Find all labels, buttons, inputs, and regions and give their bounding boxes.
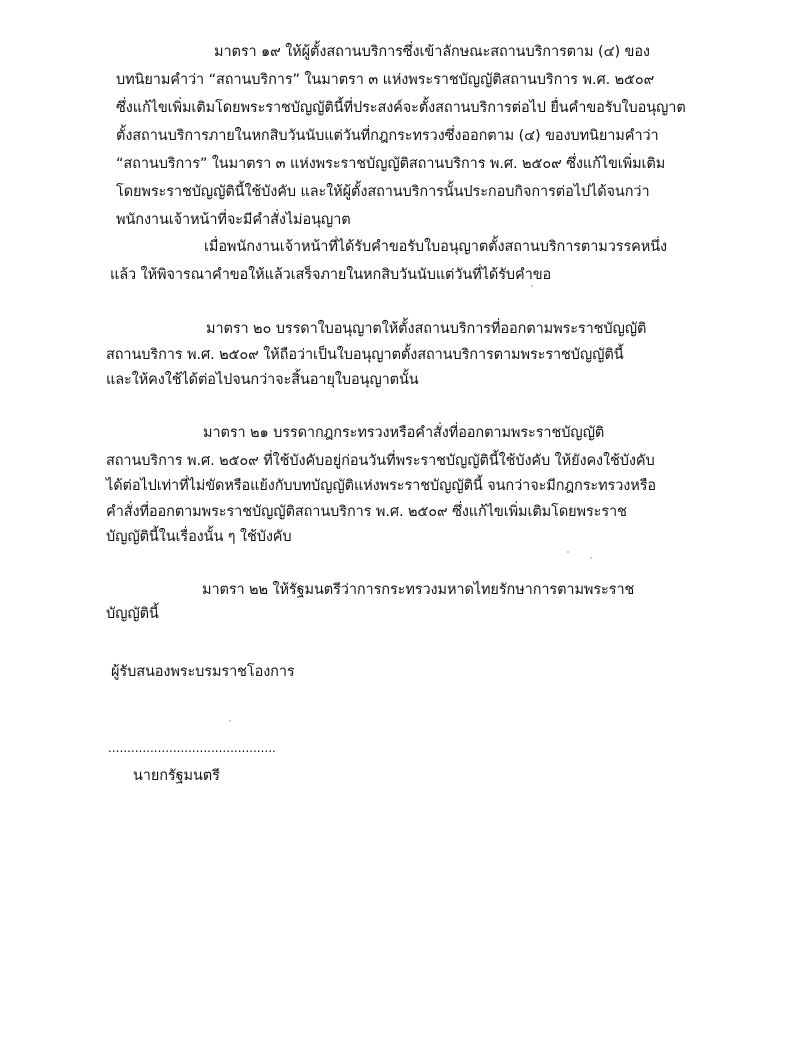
paragraph-line: แล้ว ให้พิจารณาคำขอให้แล้วเสร็จภายในหกสิบวันนับแต่วันที่ได้รับคำขอ <box>110 267 552 283</box>
signer-title: นายกรัฐมนตรี <box>133 768 220 784</box>
paragraph-line: พนักงานเจ้าหน้าที่จะมีคำสั่งไม่อนุญาต <box>116 212 351 228</box>
countersign-heading: ผู้รับสนองพระบรมราชโองการ <box>111 664 295 680</box>
paragraph-line: ได้ต่อไปเท่าที่ไม่ขัดหรือแย้งกับบทบัญญัติแห่งพระราชบัญญัตินี้ จนกว่าจะมีกฎกระทรวงหรือ <box>106 478 657 494</box>
paragraph-line: สถานบริการ พ.ศ. ๒๕๐๙ ที่ใช้บังคับอยู่ก่อนวันที่พระราชบัญญัตินี้ใช้บังคับ ให้ยังคงใช้บังคับ <box>106 453 655 469</box>
scan-speck <box>229 720 231 722</box>
signature-dotted-line: ............................................ <box>108 741 276 755</box>
paragraph-line: สถานบริการ พ.ศ. ๒๕๐๙ ให้ถือว่าเป็นใบอนุญาตตั้งสถานบริการตามพระราชบัญญัตินี้ <box>106 347 624 363</box>
paragraph-line: บัญญัตินี้ <box>106 606 159 622</box>
scan-speck <box>531 285 533 287</box>
paragraph-line: “สถานบริการ” ในมาตรา ๓ แห่งพระราชบัญญัติสถานบริการ พ.ศ. ๒๕๐๙ ซึ่งแก้ไขเพิ่มเติม <box>116 156 666 172</box>
paragraph-line: คำสั่งที่ออกตามพระราชบัญญัติสถานบริการ พ.ศ. ๒๕๐๙ ซึ่งแก้ไขเพิ่มเติมโดยพระราช <box>106 504 627 520</box>
paragraph-line: มาตรา ๑๙ ให้ผู้ตั้งสถานบริการซึ่งเข้าลักษณะสถานบริการตาม (๔) ของ <box>214 44 650 60</box>
paragraph-line: และให้คงใช้ได้ต่อไปจนกว่าจะสิ้นอายุใบอนุญาตนั้น <box>106 372 419 388</box>
paragraph-line: ตั้งสถานบริการภายในหกสิบวันนับแต่วันที่กฎกระทรวงซึ่งออกตาม (๔) ของบทนิยามคำว่า <box>116 128 659 144</box>
paragraph-line: มาตรา ๒๐ บรรดาใบอนุญาตให้ตั้งสถานบริการที่ออกตามพระราชบัญญัติ <box>206 321 647 337</box>
scan-speck <box>567 551 569 553</box>
paragraph-line: ซึ่งแก้ไขเพิ่มเติมโดยพระราชบัญญัตินี้ที่ประสงค์จะตั้งสถานบริการต่อไป ยื่นคำขอรับใบอนุญาต <box>116 100 686 116</box>
paragraph-line: มาตรา ๒๑ บรรดากฎกระทรวงหรือคำสั่งที่ออกตามพระราชบัญญัติ <box>203 425 605 441</box>
paragraph-line: เมื่อพนักงานเจ้าหน้าที่ได้รับคำขอรับใบอนุญาตตั้งสถานบริการตามวรรคหนึ่ง <box>204 239 668 255</box>
paragraph-line: บัญญัตินี้ในเรื่องนั้น ๆ ใช้บังคับ <box>106 529 292 545</box>
scan-speck <box>590 557 592 559</box>
paragraph-line: บทนิยามคำว่า “สถานบริการ” ในมาตรา ๓ แห่งพระราชบัญญัติสถานบริการ พ.ศ. ๒๕๐๙ <box>116 72 655 88</box>
paragraph-line: มาตรา ๒๒ ให้รัฐมนตรีว่าการกระทรวงมหาดไทยรักษาการตามพระราช <box>202 582 635 598</box>
paragraph-line: โดยพระราชบัญญัตินี้ใช้บังคับ และให้ผู้ตั้งสถานบริการนั้นประกอบกิจการต่อไปได้จนกว่า <box>116 184 650 200</box>
